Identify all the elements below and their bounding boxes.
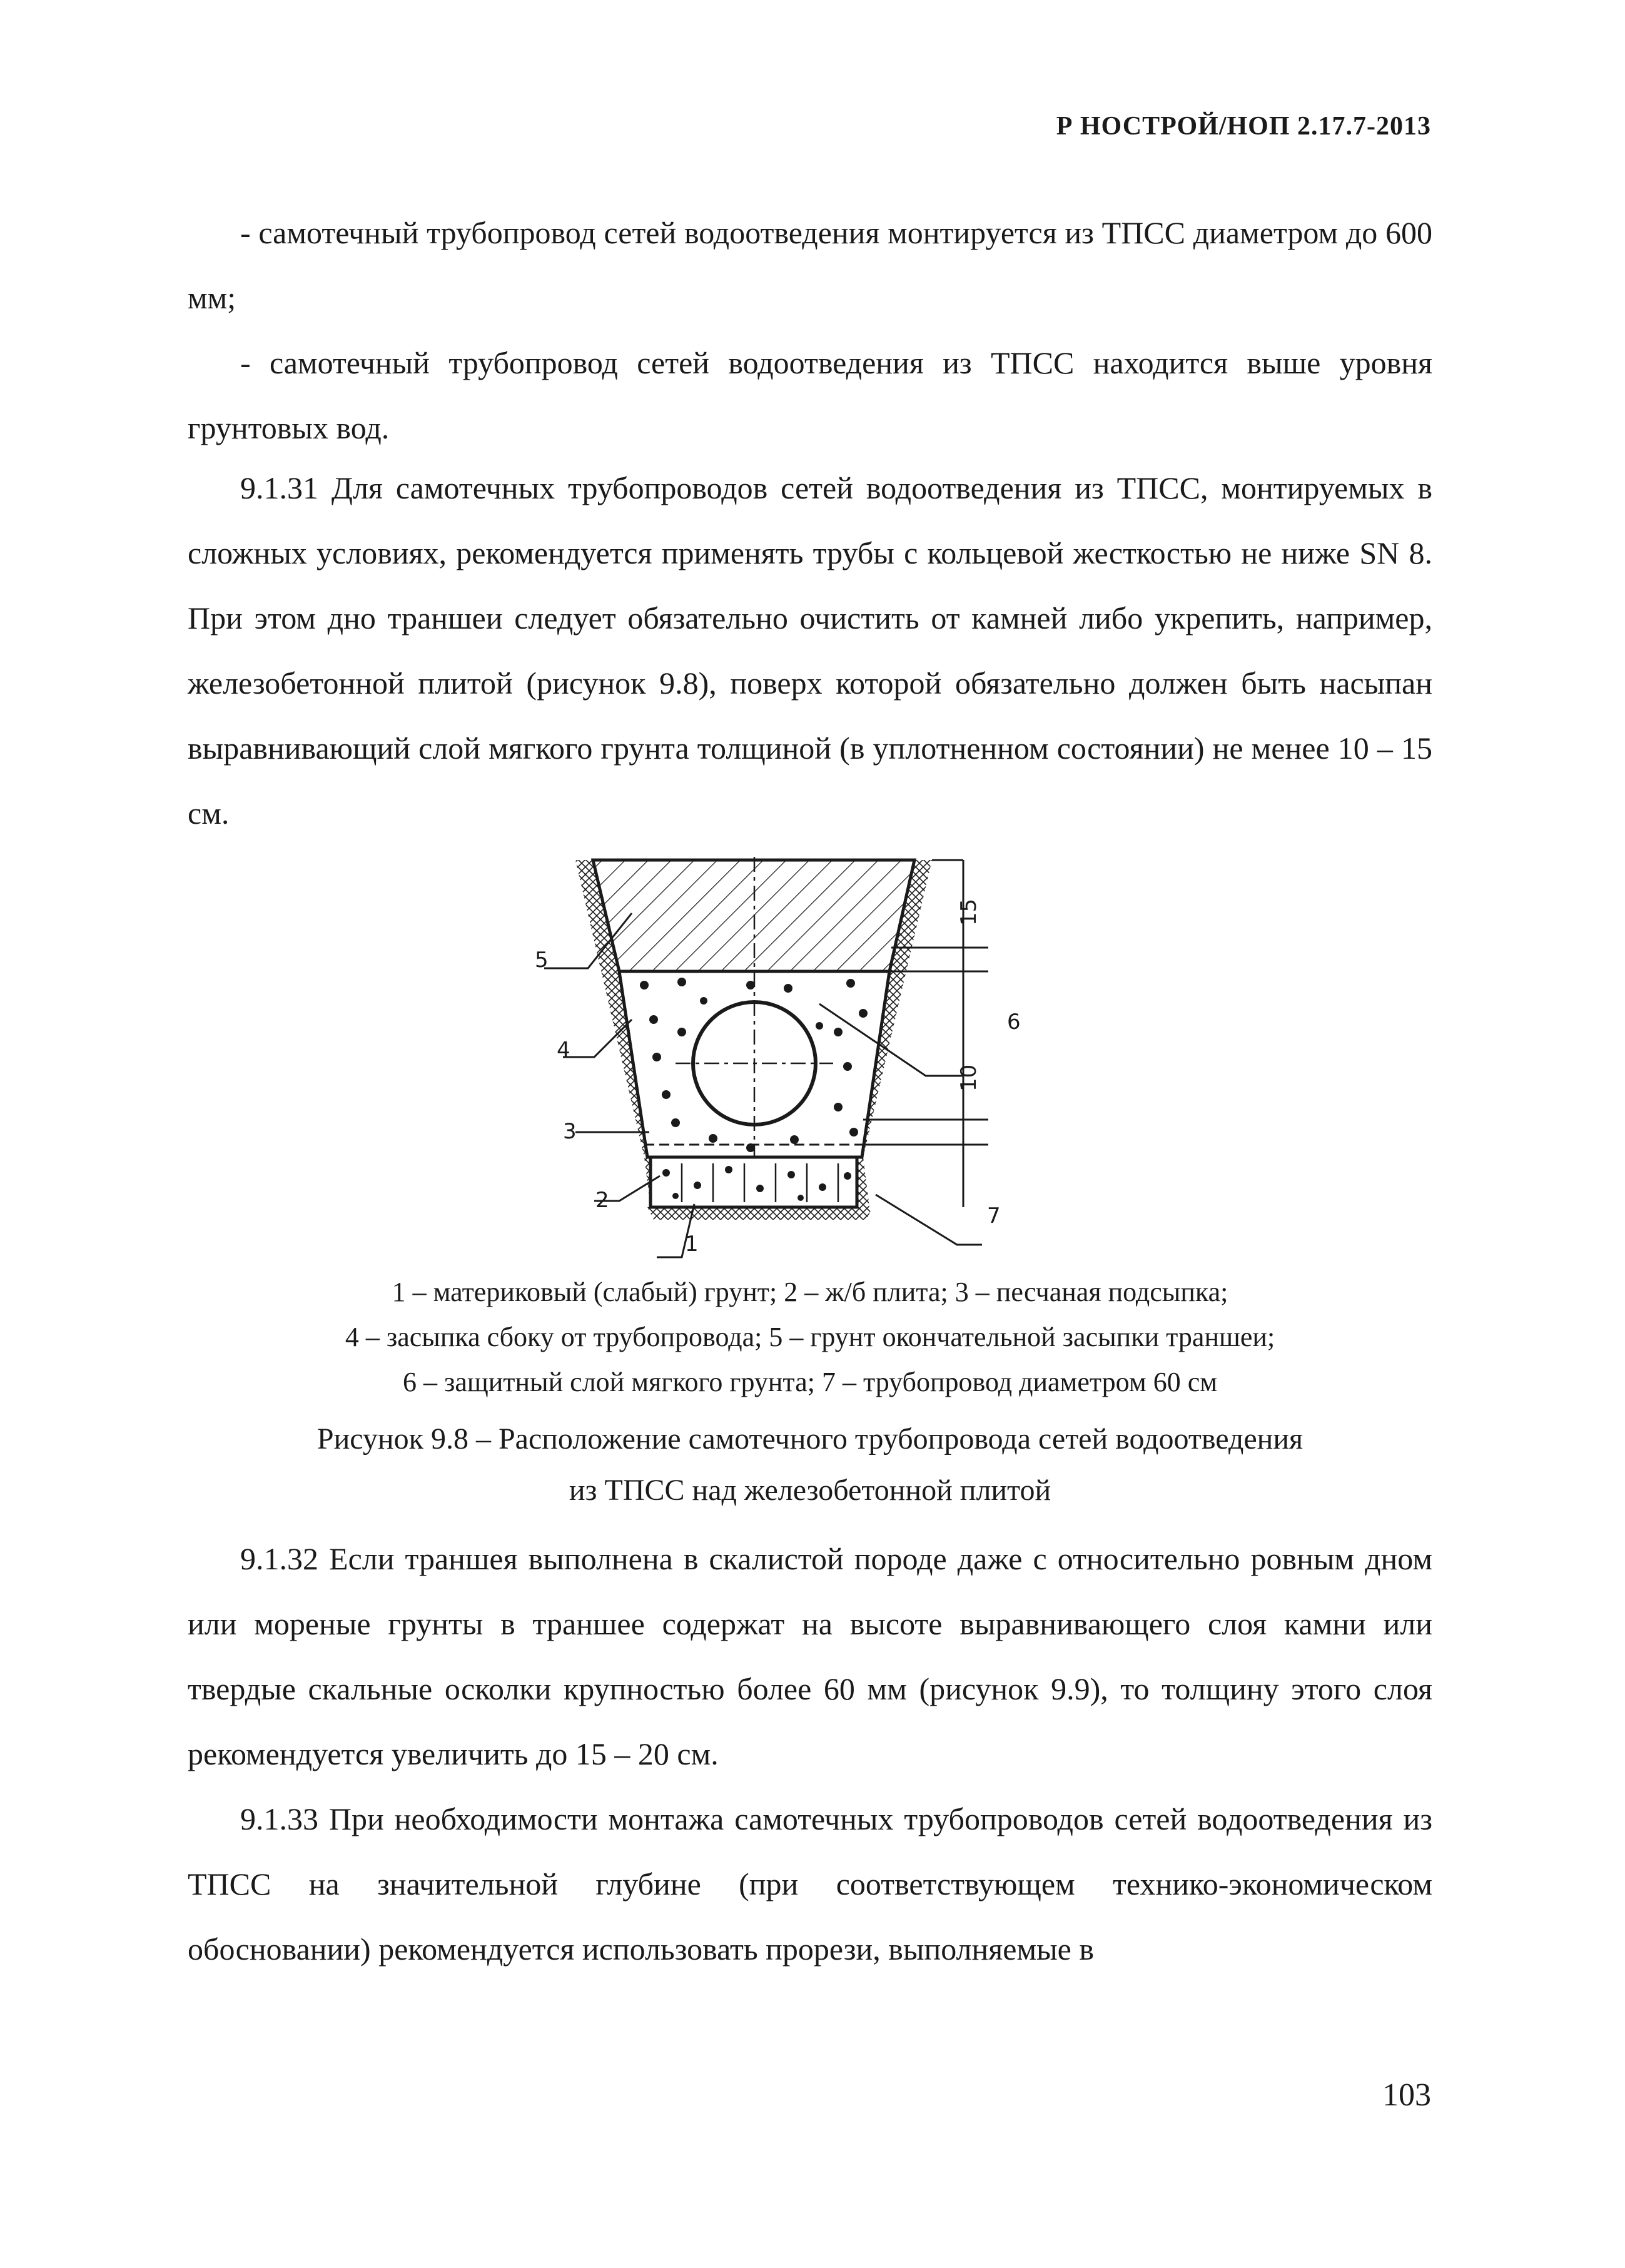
paragraph-9-1-33: 9.1.33 При необходимости монтажа самотечных трубопроводов сетей водоотведения из ТПСС на значительной глубине (при соответствующем технико-экономическом обосновании) рекомендуется использовать прорези, выполняемые в — [188, 1801, 1432, 1967]
figure-legend-line-3: 6 – защитный слой мягкого грунта; 7 – трубопровод диаметром 60 см — [402, 1367, 1218, 1397]
figure-legend-line-1: 1 – материковый (слабый) грунт; 2 – ж/б плита; 3 – песчаная подсыпка; — [392, 1277, 1228, 1307]
dimension-10: 10 — [956, 1064, 981, 1091]
label-5: 5 — [535, 948, 549, 973]
label-6: 6 — [1007, 1010, 1021, 1035]
trench-diagram — [525, 844, 1057, 1276]
label-1: 1 — [685, 1232, 699, 1257]
paragraph-9-1-32: 9.1.32 Если траншея выполнена в скалистой породе даже с относительно ровным дном или мореные грунты в траншее содержат на высоте выравнивающего слоя камни или твердые скальные осколки крупностью более 60 мм (рисунок 9.9), то толщину этого слоя рекомендуется увеличить до 15 – 20 см. — [188, 1541, 1432, 1771]
figure-legend-line-2: 4 – засыпка сбоку от трубопровода; 5 – грунт окончательной засыпки траншеи; — [345, 1322, 1275, 1352]
ground-bottom — [647, 1207, 873, 1220]
figure-caption-line-2: из ТПСС над железобетонной плитой — [569, 1474, 1051, 1507]
paragraph-2: - самотечный трубопровод сетей водоотведения из ТПСС находится выше уровня грунтовых вод. — [188, 345, 1432, 445]
page-number: 103 — [1382, 2077, 1431, 2113]
label-4: 4 — [557, 1038, 570, 1063]
dimension-15: 15 — [956, 898, 981, 926]
paragraph-9-1-31: 9.1.31 Для самотечных трубопроводов сетей водоотведения из ТПСС, монтируемых в сложных условиях, рекомендуется применять трубы с кольцевой жесткостью не ниже SN 8. При этом дно траншеи следует обязательно очистить от камней либо укрепить, например, железобетонной плитой (рисунок 9.8), поверх которой обязательно должен быть насыпан выравнивающий слой мягкого грунта толщиной (в уплотненном состоянии) не менее 10 – 15 см. — [188, 470, 1432, 831]
paragraph-1: - самотечный трубопровод сетей водоотведения монтируется из ТПСС диаметром до 600 мм; — [188, 215, 1432, 315]
figure-9-8 — [525, 844, 1057, 1276]
figure-caption-line-1: Рисунок 9.8 – Расположение самотечного трубопровода сетей водоотведения — [316, 1422, 1304, 1455]
document-header: Р НОСТРОЙ/НОП 2.17.7-2013 — [1056, 112, 1431, 141]
label-7: 7 — [987, 1203, 1001, 1228]
label-3: 3 — [563, 1119, 577, 1144]
label-2: 2 — [595, 1188, 609, 1213]
